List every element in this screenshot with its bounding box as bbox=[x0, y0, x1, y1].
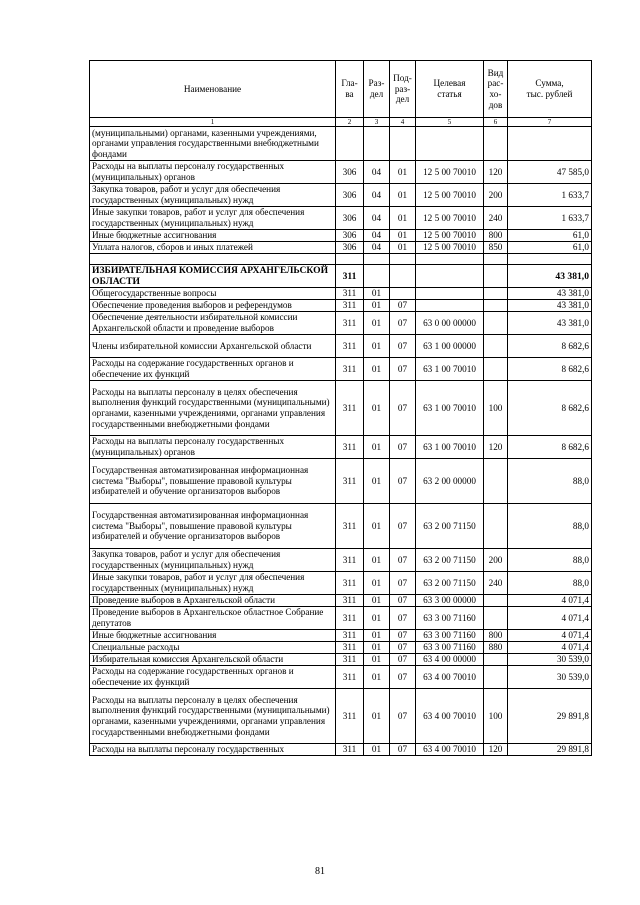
table-row bbox=[90, 184, 592, 207]
cell-subsection: 07 bbox=[390, 572, 416, 595]
cell-name: Расходы на выплаты персоналу в целях обеспечения выполнения функций государственными (муниципальными) органами, казенными учреждениями, органами управления государственными внебюджетными фондами bbox=[90, 689, 336, 744]
cell-sum: 43 381,0 bbox=[508, 300, 592, 312]
table-row bbox=[90, 254, 592, 265]
cell-subsection: 07 bbox=[390, 381, 416, 436]
cell-chapter: 311 bbox=[336, 607, 364, 630]
cell-section: 01 bbox=[364, 607, 390, 630]
table-row bbox=[90, 744, 592, 756]
cell-chapter: 311 bbox=[336, 335, 364, 358]
cell-expense-type bbox=[484, 254, 508, 265]
cell-expense-type bbox=[484, 265, 508, 288]
cell-section bbox=[364, 254, 390, 265]
cell-target-article bbox=[416, 127, 484, 161]
cell-target-article: 63 1 00 70010 bbox=[416, 381, 484, 436]
cell-subsection: 07 bbox=[390, 358, 416, 381]
cell-name: Иные бюджетные ассигнования bbox=[90, 230, 336, 242]
cell-expense-type bbox=[484, 127, 508, 161]
cell-expense-type bbox=[484, 666, 508, 689]
cell-name: Проведение выборов в Архангельской области bbox=[90, 595, 336, 607]
cell-expense-type: 200 bbox=[484, 184, 508, 207]
cell-section: 01 bbox=[364, 300, 390, 312]
cell-section: 01 bbox=[364, 595, 390, 607]
cell-subsection bbox=[390, 254, 416, 265]
cell-target-article: 63 4 00 70010 bbox=[416, 744, 484, 756]
cell-chapter: 311 bbox=[336, 595, 364, 607]
cell-target-article bbox=[416, 265, 484, 288]
cell-subsection bbox=[390, 288, 416, 300]
table-body bbox=[90, 127, 592, 756]
cell-chapter: 311 bbox=[336, 312, 364, 335]
table-row bbox=[90, 666, 592, 689]
cell-sum: 43 381,0 bbox=[508, 265, 592, 288]
cell-target-article: 12 5 00 70010 bbox=[416, 161, 484, 184]
cell-name: Закупка товаров, работ и услуг для обеспечения государственных (муниципальных) нужд bbox=[90, 549, 336, 572]
column-number: 2 bbox=[336, 118, 364, 127]
cell-sum bbox=[508, 254, 592, 265]
cell-subsection: 01 bbox=[390, 242, 416, 254]
table-row bbox=[90, 207, 592, 230]
cell-target-article: 63 2 00 00000 bbox=[416, 459, 484, 504]
header-chapter: Гла- ва bbox=[336, 61, 364, 118]
table-row bbox=[90, 358, 592, 381]
cell-subsection: 07 bbox=[390, 744, 416, 756]
cell-section: 04 bbox=[364, 242, 390, 254]
cell-sum bbox=[508, 127, 592, 161]
cell-name: Члены избирательной комиссии Архангельской области bbox=[90, 335, 336, 358]
cell-sum: 88,0 bbox=[508, 459, 592, 504]
cell-name: Государственная автоматизированная информационная система "Выборы", повышение правовой культуры избирателей и обучение организаторов выборов bbox=[90, 504, 336, 549]
cell-target-article: 63 0 00 00000 bbox=[416, 312, 484, 335]
table-row bbox=[90, 504, 592, 549]
table-row bbox=[90, 642, 592, 654]
table-row bbox=[90, 288, 592, 300]
cell-name: Государственная автоматизированная информационная система "Выборы", повышение правовой культуры избирателей и обучение организаторов выборов bbox=[90, 459, 336, 504]
cell-sum: 88,0 bbox=[508, 504, 592, 549]
cell-chapter: 311 bbox=[336, 666, 364, 689]
cell-target-article: 63 3 00 00000 bbox=[416, 595, 484, 607]
column-number: 4 bbox=[390, 118, 416, 127]
cell-target-article bbox=[416, 300, 484, 312]
table-row bbox=[90, 265, 592, 288]
cell-subsection: 07 bbox=[390, 666, 416, 689]
column-number: 3 bbox=[364, 118, 390, 127]
cell-name: Проведение выборов в Архангельское областное Собрание депутатов bbox=[90, 607, 336, 630]
cell-name: Иные закупки товаров, работ и услуг для обеспечения государственных (муниципальных) нужд bbox=[90, 207, 336, 230]
cell-expense-type bbox=[484, 504, 508, 549]
cell-subsection: 07 bbox=[390, 335, 416, 358]
cell-subsection: 07 bbox=[390, 300, 416, 312]
cell-sum: 4 071,4 bbox=[508, 630, 592, 642]
table-row bbox=[90, 654, 592, 666]
table-row bbox=[90, 300, 592, 312]
table-row bbox=[90, 459, 592, 504]
cell-section: 01 bbox=[364, 572, 390, 595]
table-row bbox=[90, 242, 592, 254]
cell-sum: 88,0 bbox=[508, 572, 592, 595]
cell-chapter: 306 bbox=[336, 230, 364, 242]
cell-target-article: 63 1 00 00000 bbox=[416, 335, 484, 358]
cell-subsection: 07 bbox=[390, 654, 416, 666]
budget-table-page bbox=[89, 60, 591, 756]
cell-section: 04 bbox=[364, 207, 390, 230]
cell-chapter bbox=[336, 254, 364, 265]
cell-subsection: 07 bbox=[390, 504, 416, 549]
column-number-row bbox=[90, 118, 592, 127]
cell-sum: 29 891,8 bbox=[508, 744, 592, 756]
cell-sum: 4 071,4 bbox=[508, 607, 592, 630]
cell-expense-type: 850 bbox=[484, 242, 508, 254]
cell-sum: 8 682,6 bbox=[508, 358, 592, 381]
cell-subsection: 07 bbox=[390, 595, 416, 607]
header-target-article: Целевая статья bbox=[416, 61, 484, 118]
table-row bbox=[90, 607, 592, 630]
cell-chapter: 311 bbox=[336, 689, 364, 744]
cell-subsection: 01 bbox=[390, 184, 416, 207]
cell-target-article: 63 2 00 71150 bbox=[416, 572, 484, 595]
cell-subsection: 07 bbox=[390, 642, 416, 654]
table-row bbox=[90, 230, 592, 242]
cell-target-article: 63 3 00 71160 bbox=[416, 630, 484, 642]
cell-name: Расходы на выплаты персоналу государственных bbox=[90, 744, 336, 756]
cell-sum: 1 633,7 bbox=[508, 184, 592, 207]
cell-chapter: 306 bbox=[336, 184, 364, 207]
cell-sum: 43 381,0 bbox=[508, 288, 592, 300]
cell-sum: 61,0 bbox=[508, 230, 592, 242]
cell-expense-type: 800 bbox=[484, 230, 508, 242]
cell-expense-type: 200 bbox=[484, 549, 508, 572]
cell-section: 01 bbox=[364, 358, 390, 381]
cell-expense-type: 100 bbox=[484, 381, 508, 436]
cell-section: 04 bbox=[364, 161, 390, 184]
table-row bbox=[90, 572, 592, 595]
cell-chapter: 311 bbox=[336, 265, 364, 288]
cell-subsection: 01 bbox=[390, 207, 416, 230]
cell-subsection: 07 bbox=[390, 436, 416, 459]
cell-chapter: 311 bbox=[336, 572, 364, 595]
cell-chapter: 311 bbox=[336, 459, 364, 504]
cell-sum: 47 585,0 bbox=[508, 161, 592, 184]
cell-chapter: 311 bbox=[336, 630, 364, 642]
cell-sum: 30 539,0 bbox=[508, 654, 592, 666]
table-row bbox=[90, 161, 592, 184]
cell-chapter: 311 bbox=[336, 642, 364, 654]
cell-target-article: 63 4 00 70010 bbox=[416, 689, 484, 744]
cell-chapter: 306 bbox=[336, 242, 364, 254]
cell-section: 01 bbox=[364, 504, 390, 549]
cell-subsection: 07 bbox=[390, 607, 416, 630]
cell-subsection: 07 bbox=[390, 459, 416, 504]
cell-name: Расходы на выплаты персоналу государственных (муниципальных) органов bbox=[90, 161, 336, 184]
cell-expense-type bbox=[484, 459, 508, 504]
cell-section: 04 bbox=[364, 184, 390, 207]
cell-expense-type bbox=[484, 312, 508, 335]
cell-expense-type: 800 bbox=[484, 630, 508, 642]
cell-target-article: 12 5 00 70010 bbox=[416, 242, 484, 254]
cell-expense-type bbox=[484, 595, 508, 607]
cell-expense-type: 120 bbox=[484, 744, 508, 756]
cell-chapter: 311 bbox=[336, 300, 364, 312]
cell-name: Закупка товаров, работ и услуг для обеспечения государственных (муниципальных) нужд bbox=[90, 184, 336, 207]
cell-section: 01 bbox=[364, 436, 390, 459]
cell-section: 01 bbox=[364, 630, 390, 642]
table-row bbox=[90, 630, 592, 642]
cell-target-article: 12 5 00 70010 bbox=[416, 207, 484, 230]
cell-target-article bbox=[416, 288, 484, 300]
cell-section: 01 bbox=[364, 335, 390, 358]
cell-subsection: 07 bbox=[390, 630, 416, 642]
cell-target-article: 63 2 00 71150 bbox=[416, 504, 484, 549]
cell-name: Расходы на содержание государственных органов и обеспечение их функций bbox=[90, 666, 336, 689]
cell-name: ИЗБИРАТЕЛЬНАЯ КОМИССИЯ АРХАНГЕЛЬСКОЙ ОБЛАСТИ bbox=[90, 265, 336, 288]
cell-expense-type: 240 bbox=[484, 572, 508, 595]
table-header-row bbox=[90, 61, 592, 118]
cell-section: 01 bbox=[364, 312, 390, 335]
cell-subsection bbox=[390, 127, 416, 161]
cell-target-article: 63 4 00 00000 bbox=[416, 654, 484, 666]
column-number: 5 bbox=[416, 118, 484, 127]
cell-section: 01 bbox=[364, 744, 390, 756]
cell-expense-type: 880 bbox=[484, 642, 508, 654]
cell-name: (муниципальными) органами, казенными учреждениями, органами управления государственными внебюджетными фондами bbox=[90, 127, 336, 161]
header-expense-type: Вид рас- хо- дов bbox=[484, 61, 508, 118]
cell-name: Специальные расходы bbox=[90, 642, 336, 654]
column-number: 1 bbox=[90, 118, 336, 127]
cell-chapter: 311 bbox=[336, 381, 364, 436]
table-row bbox=[90, 127, 592, 161]
cell-subsection: 07 bbox=[390, 312, 416, 335]
cell-chapter: 311 bbox=[336, 288, 364, 300]
cell-section: 01 bbox=[364, 642, 390, 654]
cell-expense-type bbox=[484, 654, 508, 666]
cell-chapter: 306 bbox=[336, 161, 364, 184]
cell-sum: 4 071,4 bbox=[508, 642, 592, 654]
cell-name: Уплата налогов, сборов и иных платежей bbox=[90, 242, 336, 254]
cell-expense-type: 120 bbox=[484, 161, 508, 184]
cell-sum: 61,0 bbox=[508, 242, 592, 254]
cell-sum: 29 891,8 bbox=[508, 689, 592, 744]
cell-section bbox=[364, 127, 390, 161]
cell-section: 01 bbox=[364, 654, 390, 666]
table-row bbox=[90, 381, 592, 436]
cell-name: Расходы на выплаты персоналу в целях обеспечения выполнения функций государственными (муниципальными) органами, казенными учреждениями, органами управления государственными внебюджетными фондами bbox=[90, 381, 336, 436]
cell-chapter: 311 bbox=[336, 744, 364, 756]
cell-section: 01 bbox=[364, 549, 390, 572]
cell-subsection: 07 bbox=[390, 689, 416, 744]
cell-section: 01 bbox=[364, 459, 390, 504]
cell-section: 01 bbox=[364, 666, 390, 689]
cell-sum: 88,0 bbox=[508, 549, 592, 572]
cell-chapter: 311 bbox=[336, 504, 364, 549]
cell-subsection bbox=[390, 265, 416, 288]
table-row bbox=[90, 436, 592, 459]
cell-expense-type: 240 bbox=[484, 207, 508, 230]
cell-subsection: 01 bbox=[390, 230, 416, 242]
cell-name: Иные закупки товаров, работ и услуг для обеспечения государственных (муниципальных) нужд bbox=[90, 572, 336, 595]
cell-expense-type bbox=[484, 358, 508, 381]
cell-sum: 43 381,0 bbox=[508, 312, 592, 335]
table-row bbox=[90, 595, 592, 607]
cell-expense-type bbox=[484, 300, 508, 312]
cell-target-article bbox=[416, 254, 484, 265]
cell-name: Расходы на выплаты персоналу государственных (муниципальных) органов bbox=[90, 436, 336, 459]
cell-subsection: 01 bbox=[390, 161, 416, 184]
cell-section: 01 bbox=[364, 381, 390, 436]
cell-target-article: 63 3 00 71160 bbox=[416, 607, 484, 630]
header-section: Раз- дел bbox=[364, 61, 390, 118]
cell-target-article: 63 3 00 71160 bbox=[416, 642, 484, 654]
cell-name: Обеспечение деятельности избирательной комиссии Архангельской области и проведение выборов bbox=[90, 312, 336, 335]
table-row bbox=[90, 312, 592, 335]
header-name: Наименование bbox=[90, 61, 336, 118]
cell-chapter: 306 bbox=[336, 207, 364, 230]
cell-target-article: 63 1 00 70010 bbox=[416, 436, 484, 459]
header-sum: Сумма, тыс. рублей bbox=[508, 61, 592, 118]
cell-chapter: 311 bbox=[336, 549, 364, 572]
page-number: 81 bbox=[315, 866, 325, 877]
cell-chapter bbox=[336, 127, 364, 161]
cell-chapter: 311 bbox=[336, 654, 364, 666]
cell-chapter: 311 bbox=[336, 436, 364, 459]
cell-name: Избирательная комиссия Архангельской области bbox=[90, 654, 336, 666]
cell-target-article: 63 2 00 71150 bbox=[416, 549, 484, 572]
cell-name bbox=[90, 254, 336, 265]
cell-target-article: 12 5 00 70010 bbox=[416, 184, 484, 207]
cell-name: Общегосударственные вопросы bbox=[90, 288, 336, 300]
cell-target-article: 63 4 00 70010 bbox=[416, 666, 484, 689]
cell-expense-type bbox=[484, 607, 508, 630]
budget-table bbox=[89, 60, 592, 756]
cell-section: 01 bbox=[364, 689, 390, 744]
cell-sum: 8 682,6 bbox=[508, 381, 592, 436]
cell-expense-type: 100 bbox=[484, 689, 508, 744]
table-row bbox=[90, 335, 592, 358]
header-subsection: Под- раз- дел bbox=[390, 61, 416, 118]
cell-chapter: 311 bbox=[336, 358, 364, 381]
cell-section: 01 bbox=[364, 288, 390, 300]
cell-name: Обеспечение проведения выборов и референдумов bbox=[90, 300, 336, 312]
table-row bbox=[90, 549, 592, 572]
cell-sum: 4 071,4 bbox=[508, 595, 592, 607]
cell-sum: 8 682,6 bbox=[508, 335, 592, 358]
cell-target-article: 63 1 00 70010 bbox=[416, 358, 484, 381]
cell-sum: 8 682,6 bbox=[508, 436, 592, 459]
table-row bbox=[90, 689, 592, 744]
cell-subsection: 07 bbox=[390, 549, 416, 572]
cell-name: Расходы на содержание государственных органов и обеспечение их функций bbox=[90, 358, 336, 381]
cell-expense-type: 120 bbox=[484, 436, 508, 459]
column-number: 7 bbox=[508, 118, 592, 127]
column-number: 6 bbox=[484, 118, 508, 127]
cell-sum: 30 539,0 bbox=[508, 666, 592, 689]
cell-section bbox=[364, 265, 390, 288]
cell-expense-type bbox=[484, 335, 508, 358]
cell-name: Иные бюджетные ассигнования bbox=[90, 630, 336, 642]
cell-target-article: 12 5 00 70010 bbox=[416, 230, 484, 242]
cell-expense-type bbox=[484, 288, 508, 300]
cell-sum: 1 633,7 bbox=[508, 207, 592, 230]
cell-section: 04 bbox=[364, 230, 390, 242]
